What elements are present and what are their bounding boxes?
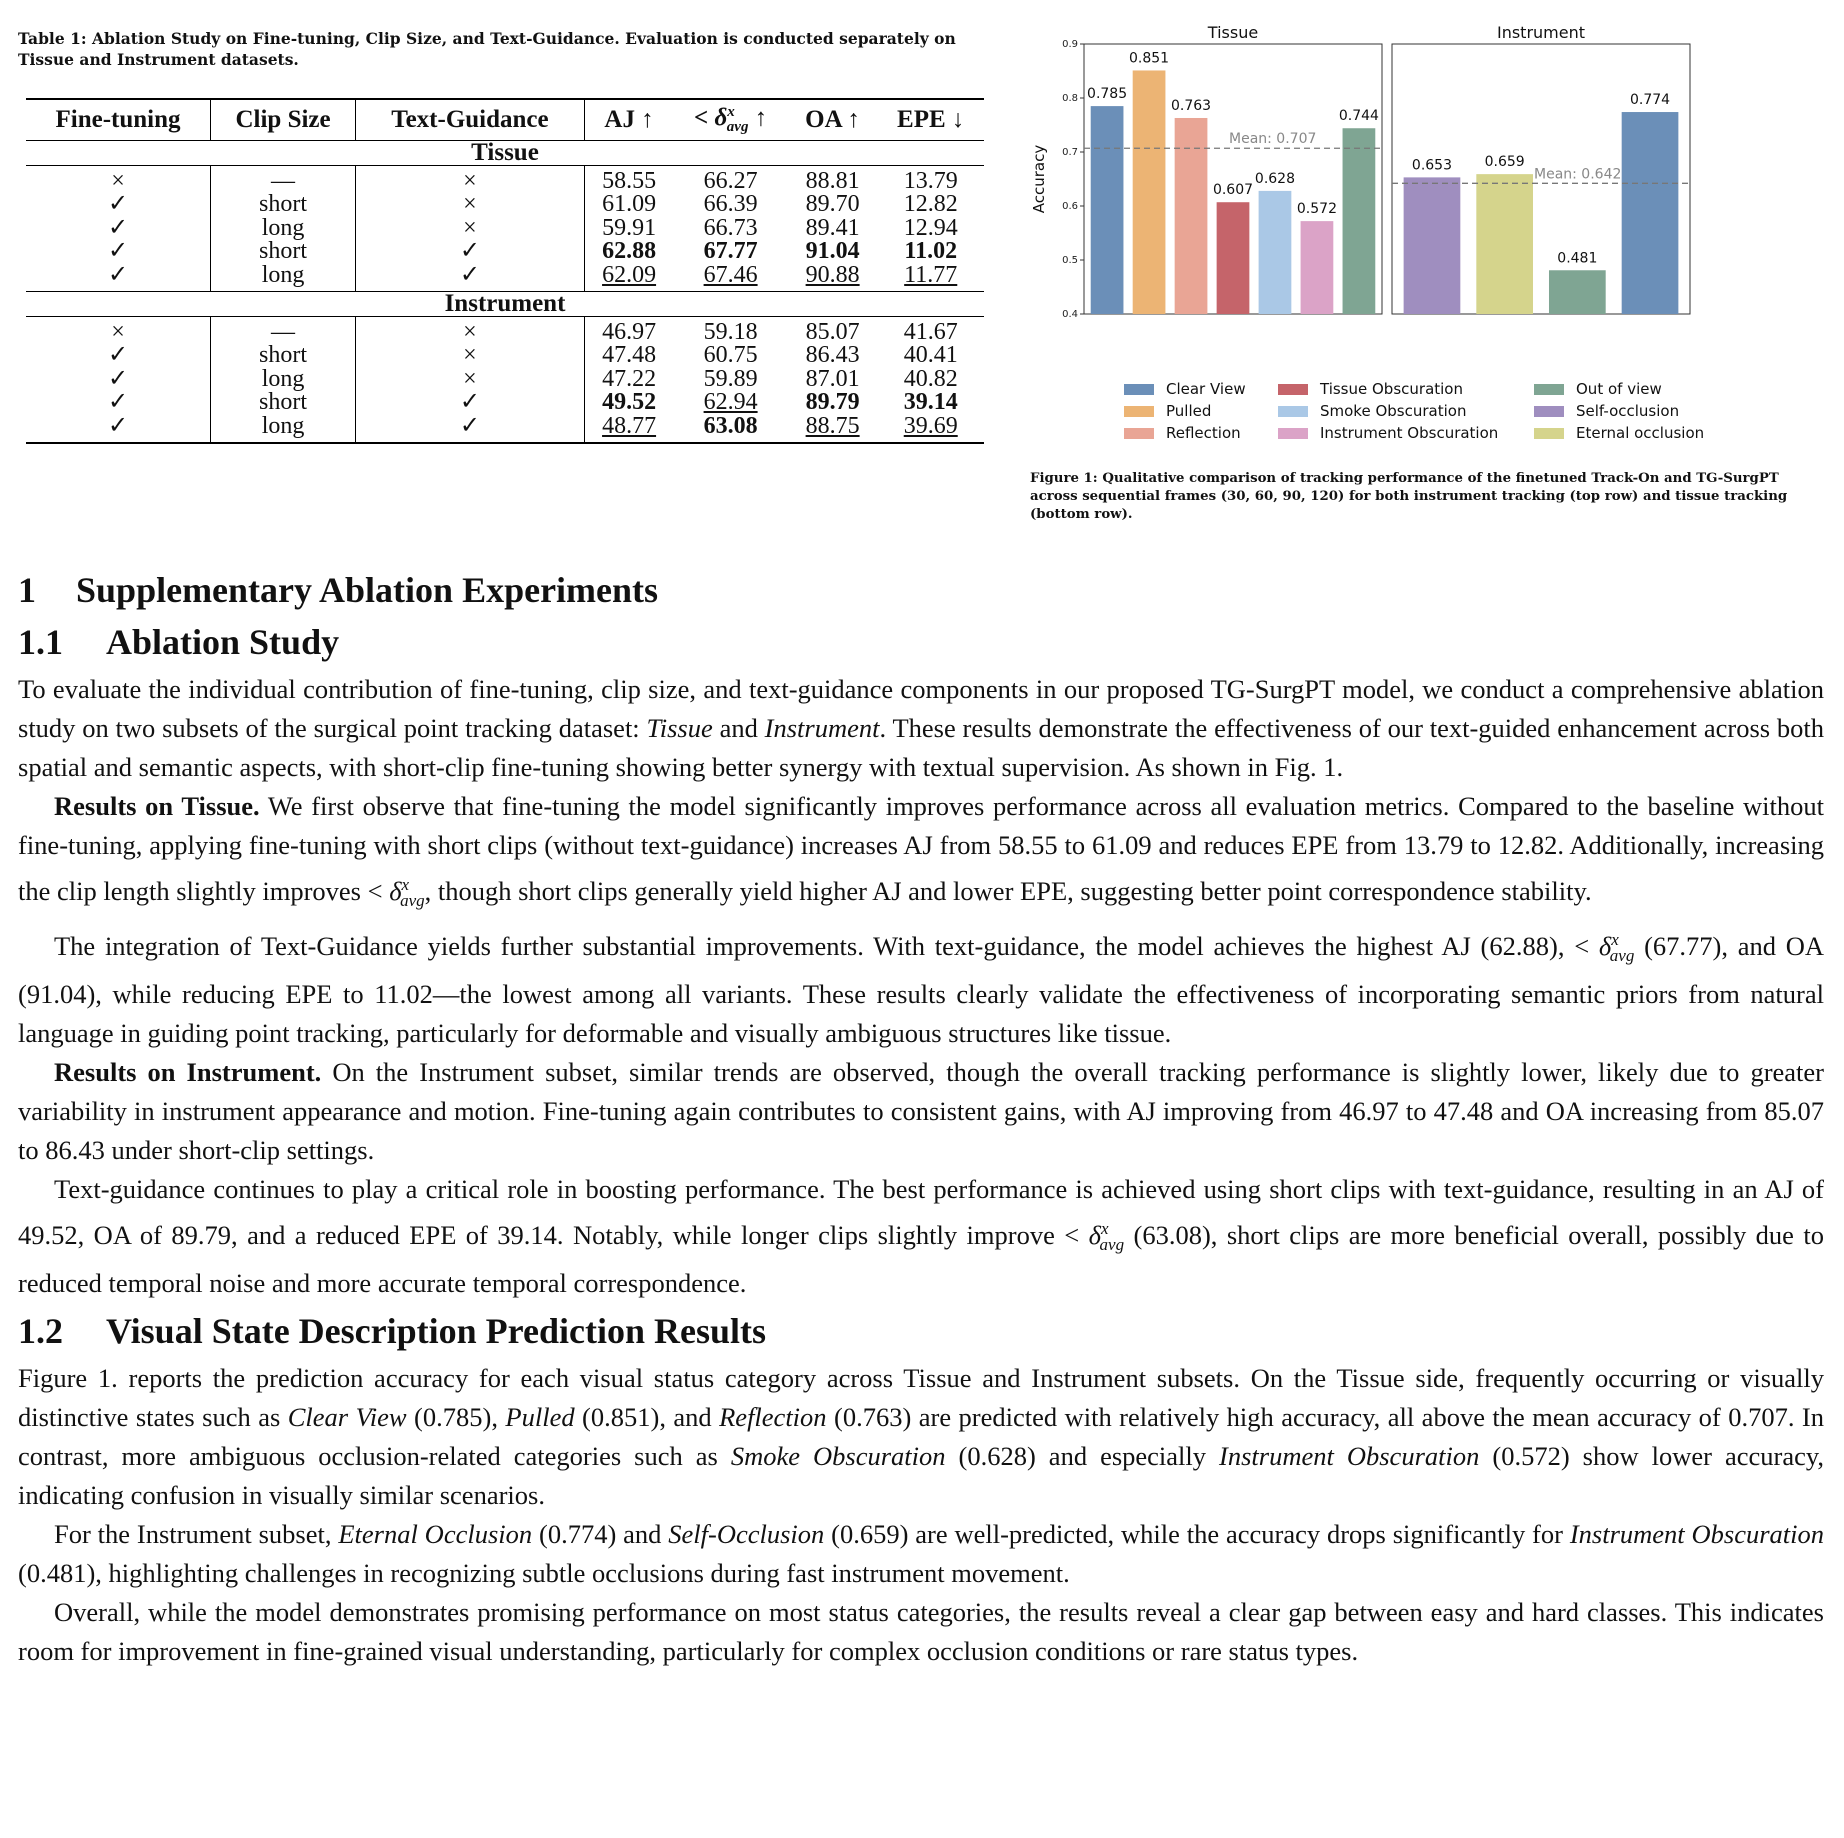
paragraph xyxy=(18,1170,1824,1303)
table-cell-epe: 39.69 xyxy=(903,412,958,439)
legend-label: Self-occlusion xyxy=(1576,402,1680,420)
subsection-heading xyxy=(18,1303,1824,1359)
subsection-number: 1.1 xyxy=(18,622,63,662)
text-run: (0.763) are predicted with relatively high accuracy, all above the mean accuracy of 0.707. In contrast, more ambiguous occlusion-related categories such as xyxy=(18,1402,1824,1472)
delta-avg-symbol: < $\delta^x_{avg}$ xyxy=(367,875,425,911)
table-row xyxy=(26,240,984,264)
text-run: . These results demonstrate the effectiveness of our text-guided enhancement across both spatial and semantic aspects, with short-clip fine-tuning showing better synergy with textual supervision. As shown in Fig. 1. xyxy=(18,713,1824,782)
text-run: Self-Occlusion xyxy=(668,1519,825,1550)
table-cell-tg: ✓ xyxy=(356,391,585,415)
legend-label: Instrument Obscuration xyxy=(1320,424,1499,442)
header-oa: OA ↑ xyxy=(805,106,861,134)
bar xyxy=(1476,174,1533,314)
accuracy-bar-chart xyxy=(1030,24,1830,384)
table-cell-epe: 11.77 xyxy=(904,261,958,288)
table-cell-aj: 46.97 xyxy=(602,318,657,345)
bar-value-label: 0.572 xyxy=(1296,201,1337,218)
bar-value-label: 0.481 xyxy=(1557,250,1598,267)
header-delta-avg: < $\delta^x_{avg}$ ↑ xyxy=(693,104,768,136)
table-cell-oa: 91.04 xyxy=(805,238,860,265)
table-cell-oa: 86.43 xyxy=(805,342,860,369)
accuracy-chart-figure xyxy=(1030,24,1830,522)
text-run: To evaluate the individual contribution of fine-tuning, clip size, and text-guidance components in our proposed TG-SurgPT model, we conduct a comprehensive ablation study on two subsets of the surgical point tracking dataset: xyxy=(18,674,1824,743)
table-cell-aj: 49.52 xyxy=(602,389,657,416)
header-clip-size: Clip Size xyxy=(211,99,356,141)
bar xyxy=(1175,118,1208,314)
table-cell-tg: × xyxy=(356,368,585,392)
table-cell-tg: × xyxy=(356,217,585,241)
table-cell-delta: 66.39 xyxy=(703,191,758,218)
table-cell-aj: 62.09 xyxy=(602,261,657,288)
section-title-row xyxy=(26,141,984,166)
bar-value-label: 0.785 xyxy=(1087,86,1128,103)
table-cell-oa: 87.01 xyxy=(805,365,860,392)
text-run: (0.628) and especially xyxy=(945,1441,1220,1472)
bar-value-label: 0.659 xyxy=(1484,154,1525,171)
text-run: We first observe that fine-tuning the model significantly improves performance across all evaluation metrics. Compared to the baseline without fine-tuning, applying fine-tuning with short clips (without text-guidance) increases AJ from 58.55 to 61.09 and reduces EPE from 13.79 to 12.82. Additionally, increasing the clip length slightly improves xyxy=(18,791,1824,906)
y-tick-label: 0.4 xyxy=(1062,309,1078,320)
text-run: (67.77), and OA (91.04), while reducing EPE to 11.02—the lowest among all variants. These results clearly validate the effectiveness of incorporating semantic priors from natural language in guiding point tracking, particularly for deformable and visually ambiguous structures like tissue. xyxy=(18,930,1824,1049)
table-cell-ft: ✓ xyxy=(26,391,211,415)
bar xyxy=(1404,177,1461,314)
table-cell-oa: 89.70 xyxy=(805,191,860,218)
section-title-row xyxy=(26,292,984,317)
text-run: On the Instrument subset, similar trends are observed, though the overall tracking performance is slightly lower, likely due to greater variability in instrument appearance and motion. Fine-tuning again contributes to consistent gains, with AJ improving from 46.97 to 47.48 and OA increasing from 85.07 to 86.43 under short-clip settings. xyxy=(18,1057,1825,1166)
legend-label: Pulled xyxy=(1166,402,1212,420)
paragraph xyxy=(18,670,1824,787)
section-title: Supplementary Ablation Experiments xyxy=(76,570,659,610)
table-cell-aj: 61.09 xyxy=(602,191,657,218)
table-cell-ft: ✓ xyxy=(26,240,211,264)
paper-body xyxy=(18,566,1824,1671)
paragraph xyxy=(18,1359,1824,1515)
text-run: The integration of Text-Guidance yields further substantial improvements. With text-guidance, the model achieves the highest AJ (62.88), xyxy=(54,930,1575,961)
table-cell-aj: 48.77 xyxy=(602,412,657,439)
legend-swatch xyxy=(1534,428,1564,439)
bar xyxy=(1343,128,1376,314)
table-caption: Table 1: Ablation Study on Fine-tuning, Clip Size, and Text-Guidance. Evaluation is conducted separately on Tissue and Instrument datasets. xyxy=(18,29,956,69)
header-aj: AJ ↑ xyxy=(604,106,654,134)
subsection-heading xyxy=(18,614,1824,670)
paragraph xyxy=(18,787,1824,920)
mean-label: Mean: 0.642 xyxy=(1534,166,1622,183)
table-cell-epe: 12.94 xyxy=(903,214,958,241)
y-tick-label: 0.8 xyxy=(1062,93,1078,104)
table-row xyxy=(26,193,984,217)
bar-value-label: 0.851 xyxy=(1129,50,1170,67)
bar-value-label: 0.607 xyxy=(1212,182,1254,199)
bar-value-label: 0.653 xyxy=(1411,157,1453,174)
bar xyxy=(1301,221,1334,314)
paragraph xyxy=(18,1053,1824,1170)
panel-title: Tissue xyxy=(1207,24,1259,42)
table-row xyxy=(26,316,984,344)
section-title-tissue: Tissue xyxy=(471,139,539,167)
table-cell-delta: 67.77 xyxy=(703,238,758,265)
table-cell-oa: 88.81 xyxy=(805,167,860,194)
header-epe: EPE ↓ xyxy=(897,106,965,134)
table-cell-epe: 40.41 xyxy=(903,342,958,369)
bar xyxy=(1133,70,1166,314)
table-row xyxy=(26,264,984,292)
table-cell-oa: 89.41 xyxy=(805,214,860,241)
text-run: Eternal Occlusion xyxy=(338,1519,533,1550)
section-number: 1 xyxy=(18,570,36,610)
legend-swatch xyxy=(1278,428,1308,439)
legend-label: Reflection xyxy=(1166,424,1241,442)
text-run: , though short clips generally yield higher AJ and lower EPE, suggesting better point correspondence stability. xyxy=(424,875,1592,906)
table-cell-tg: × xyxy=(356,165,585,193)
text-run: For the Instrument subset, xyxy=(54,1519,339,1550)
text-run: Figure 1. reports the prediction accuracy for each visual status category across Tissue and Instrument subsets. On the Tissue side, frequently occurring or visually distinctive states such as xyxy=(18,1363,1824,1433)
table-header-row xyxy=(26,99,984,141)
delta-avg-symbol: < $\delta^x_{avg}$ xyxy=(1064,1219,1125,1255)
table-cell-delta: 59.18 xyxy=(703,318,758,345)
legend-swatch xyxy=(1534,406,1564,417)
legend-entry xyxy=(1278,424,1498,442)
table-cell-clip: long xyxy=(211,368,356,392)
table-cell-clip: — xyxy=(211,165,356,193)
legend-swatch xyxy=(1278,384,1308,395)
bar-value-label: 0.628 xyxy=(1254,170,1296,187)
text-run: Pulled xyxy=(505,1402,575,1433)
table-cell-delta: 62.94 xyxy=(703,389,758,416)
legend-entry xyxy=(1534,380,1662,398)
y-tick-label: 0.7 xyxy=(1062,147,1078,158)
table-cell-epe: 40.82 xyxy=(903,365,958,392)
text-run: (0.785), xyxy=(406,1402,506,1433)
text-run: (0.572) show lower accuracy, indicating confusion in visually similar scenarios. xyxy=(18,1441,1824,1511)
text-run: Text-guidance continues to play a critical role in boosting performance. The best performance is achieved using short clips with text-guidance, resulting in an AJ of 49.52, OA of 89.79, and a reduced EPE of 39.14. Notably, while longer clips slightly improve xyxy=(18,1174,1824,1251)
table-cell-tg: ✓ xyxy=(356,415,585,444)
table-cell-aj: 58.55 xyxy=(602,167,657,194)
header-text-guidance: Text-Guidance xyxy=(356,99,585,141)
bar-value-label: 0.744 xyxy=(1338,108,1379,125)
table-cell-oa: 88.75 xyxy=(805,412,860,439)
legend-entry xyxy=(1278,402,1466,420)
legend-label: Tissue Obscuration xyxy=(1320,380,1463,398)
legend-label: Eternal occlusion xyxy=(1576,424,1705,442)
table-cell-oa: 90.88 xyxy=(805,261,860,288)
legend-entry xyxy=(1534,424,1704,442)
table-cell-clip: — xyxy=(211,316,356,344)
table-cell-aj: 59.91 xyxy=(602,214,657,241)
text-run: (0.659) are well-predicted, while the accuracy drops significantly for xyxy=(824,1519,1570,1550)
legend-swatch xyxy=(1124,428,1154,439)
paragraph-lead: Results on Tissue. xyxy=(54,791,260,821)
table-cell-tg: × xyxy=(356,316,585,344)
bar-value-label: 0.763 xyxy=(1170,97,1212,114)
section-heading xyxy=(18,566,1824,614)
y-tick-label: 0.5 xyxy=(1062,255,1078,266)
section-title-instrument: Instrument xyxy=(444,290,566,318)
table-cell-epe: 12.82 xyxy=(903,191,958,218)
y-axis-label: Accuracy xyxy=(1030,144,1048,214)
text-run: (0.774) and xyxy=(532,1519,669,1550)
table-cell-aj: 62.88 xyxy=(602,238,657,265)
paragraph xyxy=(18,1593,1824,1671)
table-cell-delta: 66.73 xyxy=(703,214,758,241)
subsection-title: Ablation Study xyxy=(106,622,340,662)
table-cell-tg: ✓ xyxy=(356,264,585,292)
table-cell-oa: 89.79 xyxy=(805,389,860,416)
table-cell-clip: short xyxy=(211,344,356,368)
text-run: Clear View xyxy=(287,1402,407,1433)
table-cell-delta: 63.08 xyxy=(703,412,758,439)
legend-label: Smoke Obscuration xyxy=(1320,402,1467,420)
legend-swatch xyxy=(1124,406,1154,417)
table-cell-epe: 39.14 xyxy=(903,389,958,416)
bar xyxy=(1217,202,1250,314)
table-cell-ft: ✓ xyxy=(26,217,211,241)
paragraph-lead: Results on Instrument. xyxy=(54,1057,322,1088)
legend-entry xyxy=(1124,424,1241,442)
legend-entry xyxy=(1124,402,1211,420)
legend-entry xyxy=(1278,380,1463,398)
delta-avg-symbol: < $\delta^x_{avg}$ xyxy=(1574,930,1635,966)
table-cell-clip: short xyxy=(211,193,356,217)
table-cell-ft: ✓ xyxy=(26,368,211,392)
subsection-number: 1.2 xyxy=(18,1311,63,1352)
legend-entry xyxy=(1124,380,1246,398)
panel-title: Instrument xyxy=(1496,24,1586,42)
mean-label: Mean: 0.707 xyxy=(1229,131,1317,148)
legend-swatch xyxy=(1278,406,1308,417)
text-run: (0.481), highlighting challenges in recognizing subtle occlusions during fast instrument movement. xyxy=(18,1558,1070,1589)
ablation-table-block xyxy=(18,28,986,439)
legend-swatch xyxy=(1534,384,1564,395)
text-run: Instrument Obscuration xyxy=(1219,1441,1480,1472)
table-cell-clip: long xyxy=(211,217,356,241)
text-run: and xyxy=(712,713,765,743)
table-cell-epe: 13.79 xyxy=(903,167,958,194)
table-cell-ft: × xyxy=(26,316,211,344)
text-run: Instrument Obscuration xyxy=(1569,1519,1825,1550)
table-cell-aj: 47.48 xyxy=(602,342,657,369)
y-tick-label: 0.9 xyxy=(1062,39,1078,50)
text-run: (63.08), short clips are more beneficial overall, possibly due to reduced temporal noise and more accurate temporal correspondence. xyxy=(18,1220,1824,1299)
legend-label: Out of view xyxy=(1576,380,1662,398)
table-row xyxy=(26,344,984,368)
text-run: Reflection xyxy=(719,1402,827,1433)
table-cell-tg: × xyxy=(356,193,585,217)
table-cell-delta: 59.89 xyxy=(703,365,758,392)
bar-value-label: 0.774 xyxy=(1629,92,1671,109)
paragraph xyxy=(18,920,1824,1053)
table-row xyxy=(26,165,984,193)
text-run: Overall, while the model demonstrates promising performance on most status categories, the results reveal a clear gap between easy and hard classes. This indicates room for improvement in fine-grained visual understanding, particularly for complex occlusion conditions or rare status types. xyxy=(18,1597,1824,1667)
legend-label: Clear View xyxy=(1166,380,1246,398)
text-run: (0.851), and xyxy=(574,1402,720,1433)
table-cell-ft: ✓ xyxy=(26,193,211,217)
figure-caption: Figure 1: Qualitative comparison of tracking performance of the finetuned Track-On and TG-SurgPT across sequential frames (30, 60, 90, 120) for both instrument tracking (top row) and tissue tracking (bottom row). xyxy=(1030,471,1788,522)
table-cell-tg: × xyxy=(356,344,585,368)
table-row xyxy=(26,368,984,392)
table-cell-clip: long xyxy=(211,264,356,292)
subsection-title: Visual State Description Prediction Results xyxy=(106,1311,766,1352)
table-cell-ft: ✓ xyxy=(26,344,211,368)
table-cell-tg: ✓ xyxy=(356,240,585,264)
bar xyxy=(1549,270,1606,314)
table-cell-ft: ✓ xyxy=(26,415,211,444)
text-run: Tissue xyxy=(646,713,713,743)
table-cell-ft: ✓ xyxy=(26,264,211,292)
header-fine-tuning: Fine-tuning xyxy=(26,99,211,141)
table-cell-ft: × xyxy=(26,165,211,193)
legend-swatch xyxy=(1124,384,1154,395)
table-row xyxy=(26,217,984,241)
legend-entry xyxy=(1534,402,1679,420)
table-cell-delta: 60.75 xyxy=(703,342,758,369)
table-row xyxy=(26,415,984,444)
text-run: Smoke Obscuration xyxy=(730,1441,946,1472)
y-tick-label: 0.6 xyxy=(1062,201,1078,212)
ablation-table xyxy=(26,98,984,444)
table-cell-clip: short xyxy=(211,240,356,264)
table-row xyxy=(26,391,984,415)
table-cell-epe: 11.02 xyxy=(904,238,958,265)
bar xyxy=(1622,112,1679,314)
table-cell-aj: 47.22 xyxy=(602,365,657,392)
table-cell-oa: 85.07 xyxy=(805,318,860,345)
bar xyxy=(1091,106,1124,314)
text-run: Instrument xyxy=(764,713,880,743)
table-cell-clip: short xyxy=(211,391,356,415)
table-cell-delta: 67.46 xyxy=(703,261,758,288)
bar xyxy=(1259,191,1292,314)
paragraph xyxy=(18,1515,1824,1593)
table-cell-delta: 66.27 xyxy=(703,167,758,194)
table-cell-epe: 41.67 xyxy=(903,318,958,345)
table-cell-clip: long xyxy=(211,415,356,444)
